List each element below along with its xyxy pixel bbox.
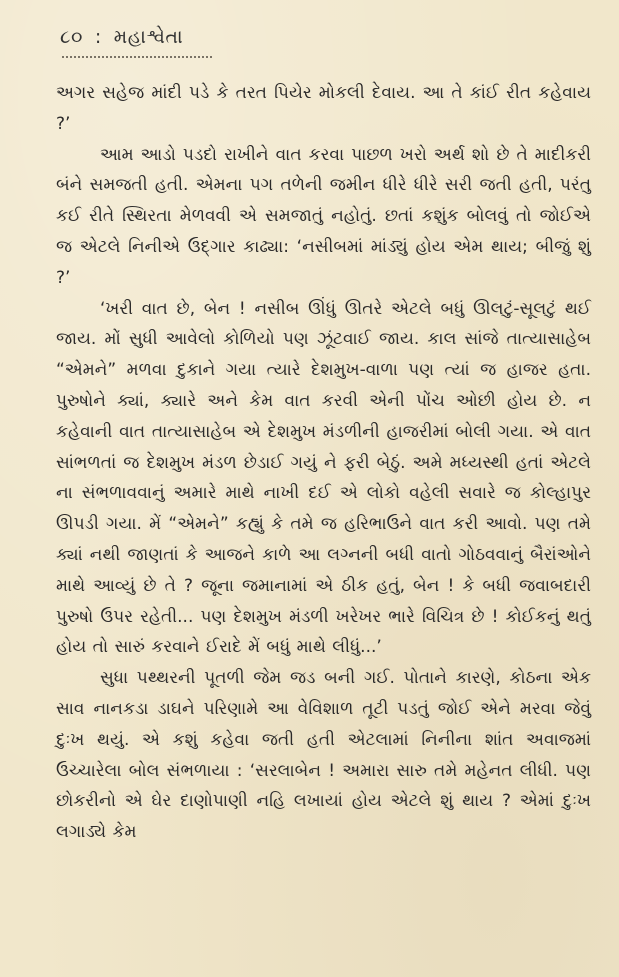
paragraph-3: ‘ખરી વાત છે, બેન ! નસીબ ઊંધું ઊતરે એટલે બધું ઊલટું-સૂલટું થઈ જાય. મોં સુધી આવેલો કોળિયો પણ ઝૂંટવાઈ જાય. કાલ સાંજે તાત્યાસાહેબ “એમને” મળવા દુકાને ગયા ત્યારે દેશમુખ-વાળા પણ ત્યાં જ હાજર હતા. પુરુષોને ક્યાં, ક્યારે અને કેમ વાત કરવી એની પોંચ ઓછી હોય છે. ન કહેવાની વાત તાત્યાસાહેબ એ દેશમુખ મંડળીની હાજરીમાં બોલી ગયા. એ વાત સાંભળતાં જ દેશમુખ મંડળ છેડાઈ ગયું ને ફરી બેઠું. અમે મધ્યસ્થી હતાં એટલે ના સંભળાવવાનું અમારે માથે નાખી દઈ એ લોકો વહેલી સવારે જ કોલ્હાપુર ઊપડી ગયા. મેં “એમને” કહ્યું કે તમે જ હરિભાઉને વાત કરી આવો. પણ તમે ક્યાં નથી જાણતાં કે આજને કાળે આ લગ્નની બધી વાતો ગોઠવવાનું બૈરાંઓને માથે આવ્યું છે તે ? જૂના જમાનામાં એ ઠીક હતું, બેન ! કે બધી જવાબદારી પુરુષો ઉપર રહેતી... પણ દેશમુખ મંડળી ખરેખર ભારે વિચિત્ર છે ! કોઈકનું થતું હોય તો સારું કરવાને ઈરાદે મેં બધું માથે લીધું...’ <box>56 298 591 658</box>
header-separator: : <box>94 26 102 48</box>
running-head <box>60 26 591 48</box>
paragraph-1: અગર સહેજ માંદી પડે કે તરત પિયેર મોકલી દેવાય. આ તે કાંઈ રીત કહેવાય ?’ <box>56 83 591 134</box>
header-rule <box>62 54 212 58</box>
paragraph-4: સુધા પથ્થરની પૂતળી જેમ જડ બની ગઈ. પોતાને કારણે, કોઠના એક સાવ નાનકડા ડાઘને પરિણામે આ વેવિશાળ તૂટી પડતું જોઈ એને મરવા જેવું દુઃખ થયું. એ કશું કહેવા જતી હતી એટલામાં નિનીના શાંત અવાજમાં ઉચ્ચારેલા બોલ સંભળાયા : ‘સરલાબેન ! અમારા સારુ તમે મહેનત લીધી. પણ છોકરીનો એ ઘેર દાણોપાણી નહિ લખાયાં હોય એટલે શું થાય ? એમાં દુઃખ લગાડ્યે કેમ <box>56 668 591 843</box>
book-title: મહાશ્વેતા <box>113 26 184 48</box>
paragraph-2: આમ આડો પડદો રાખીને વાત કરવા પાછળ ખરો અર્થ શો છે તે માદીકરી બંને સમજતી હતી. એમના પગ તળેની જમીન ધીરે ધીરે સરી જતી હતી, પરંતુ કઈ રીતે સ્થિરતા મેળવવી એ સમજાતું નહોતું. છતાં કશુંક બોલવું તો જોઈએ જ એટલે નિનીએ ઉદ્ગાર કાઢ્યા: ‘નસીબમાં માંડ્યું હોય એમ થાય; બીજું શું ?’ <box>56 144 591 288</box>
page-number: ૮૦ <box>60 26 83 48</box>
